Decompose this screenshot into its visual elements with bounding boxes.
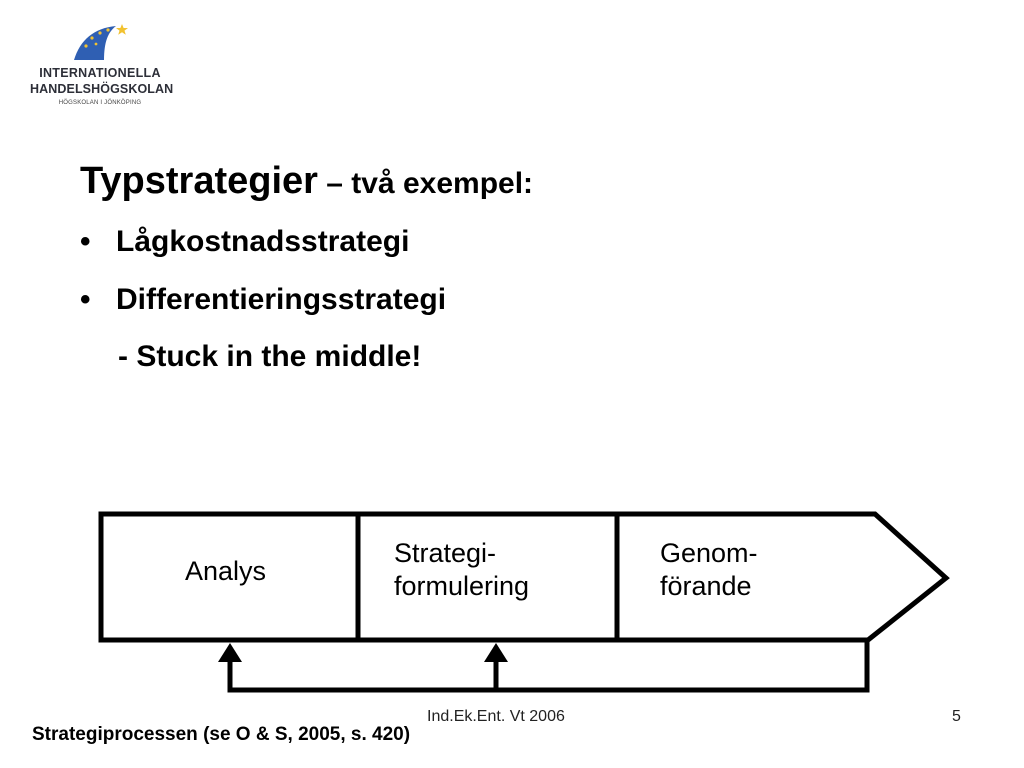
stage-label-line1: Strategi- [394, 538, 497, 568]
stage-genomforande [660, 537, 758, 603]
feedback-arrowhead-icon [484, 643, 508, 662]
stage-analys [185, 555, 266, 588]
bullet-subline: - Stuck in the middle! [118, 340, 422, 373]
figure-caption: Strategiprocessen (se O & S, 2005, s. 420) [32, 724, 411, 745]
stage-label-line1: Genom- [660, 538, 758, 568]
bullet-marker: • [80, 225, 91, 258]
stage-strategiformulering [394, 537, 529, 603]
feedback-arrowhead-icon [218, 643, 242, 662]
feedback-loop [230, 640, 867, 690]
logo-text-line1: INTERNATIONELLA [39, 66, 161, 80]
stage-label-line1: Analys [185, 556, 267, 586]
page-number: 5 [952, 708, 961, 725]
logo-text-line2: HANDELSHÖGSKOLAN [30, 82, 174, 96]
bullet-text: Lågkostnadsstrategi [116, 225, 410, 258]
slide-title-main: Typstrategier [80, 160, 318, 202]
bullet-text: Differentieringsstrategi [116, 283, 447, 316]
slide-title-sub: – två exempel: [317, 167, 534, 200]
logo-text-line3: HÖGSKOLAN I JÖNKÖPING [58, 100, 142, 106]
bullet-marker: • [80, 283, 91, 316]
stage-label-line2: formulering [394, 570, 530, 601]
stage-label-line2: förande [660, 570, 752, 601]
footer-course-label: Ind.Ek.Ent. Vt 2006 [427, 708, 565, 725]
